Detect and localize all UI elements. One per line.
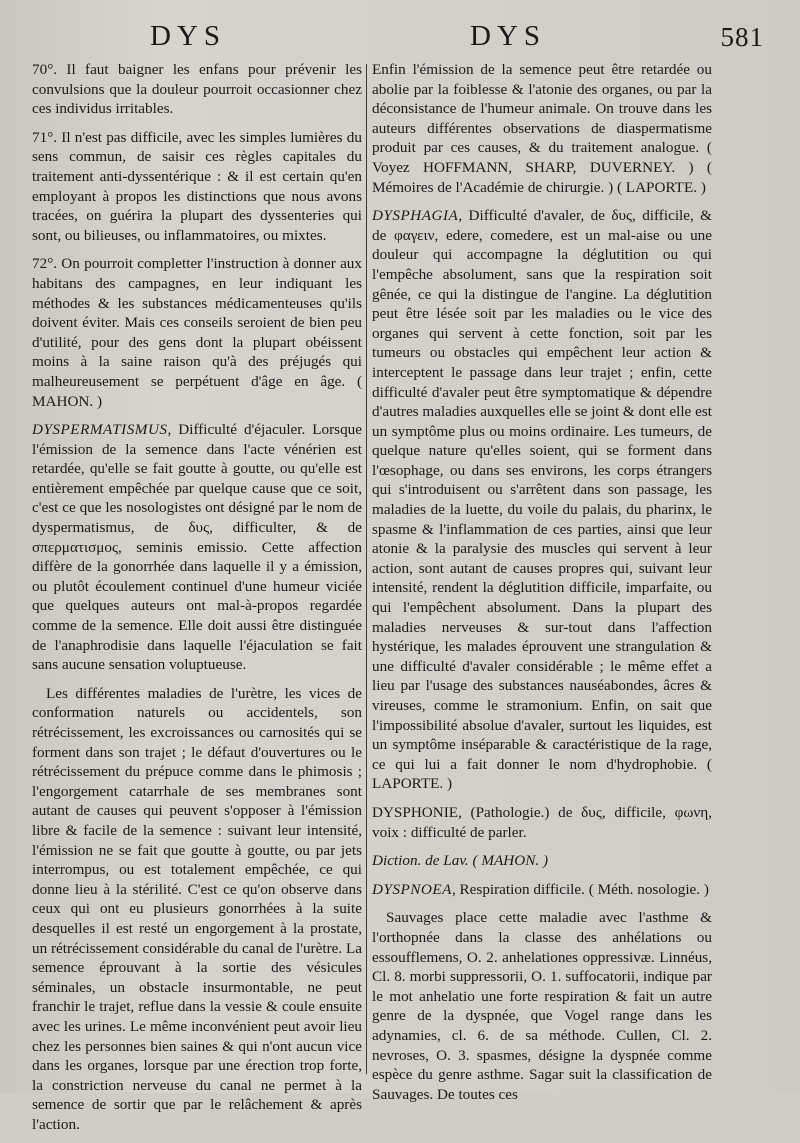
entry-text-dysphagia: , Difficulté d'avaler, de δυς, difficile, & de φαγειν, edere, comedere, est un mal-aise ou une douleur qui accompagne la déglutition ou qui l'empêche absolument, sans que la respiration soit gênée, ce qui la distingue de l'angine. La déglutition peut être lésée soit par les maladies ou le vice des organes qui servent à cette fonction, soit par les tumeurs ou obstacles qui empêchent leur action & interceptent le passage dans leur trajet ; enfin, cette difficulté d'avaler peut être symptomatique & dépendre d'autres maladies auxquelles elle se joint & dont elle est un symptôme plus ou moins ordinaire. Les tumeurs, de quelque nature qu'elles soient, qui se forment dans l'œsophage, ou dans ses environs, les corps étrangers qui s'introduisent ou s'arrêtent dans son passage, les maladies de la luette, du voile du palais, du pharinx, le spasme & l'inflammation de ces parties, ainsi que leur atonie & la paralysie des muscles qui servent à leur action, sont autant de causes propres qui, suivant leur intensité, rendent la déglutition difficile, imparfaite, ou qui l'empêchent absolument. Dans la plupart des maladies nerveuses & sur-tout dans l'affection hystérique, les malades éprouvent une strangulation & une difficulté d'avaler considérable ; le même effet a lieu par l'usage des substances nauséabondes, âcres & vireuses, comme le stramonium. Enfin, on sait que l'impossibilité absolue d'avaler, surtout les liquides, est un symptôme inséparable & caractéristique de la rage, ce qui lui a fait donner le nom d'hydrophobie. ( LAPORTE. ) bbox=[372, 207, 712, 793]
entry-text-dyspnoea: , Respiration difficile. ( Méth. nosologie. ) bbox=[451, 880, 709, 898]
paragraph-maladies-uretre: Les différentes maladies de l'urètre, les vices de conformation naturels ou accidentels, son rétrécissement, les excroissances ou carnosités qui se forment dans son trajet ; le défaut d'ouvertures ou le rétrécissement du prépuce comme dans le phimosis ; l'engorgement catarrhale de ses membranes sont autant de causes qui peuvent s'opposer à l'émission libre & facile de la semence : suivant leur intensité, l'émission ne se fait que goutte à goutte, ou par jets interrompus, ou est totalement empêchée, ce qui donne lieu à la stérilité. C'est ce qu'on observe dans ceux qui ont eu plusieurs gonorrhées à la suite desquelles il est resté un engorgement à la prostate, un rétrécissement considérable du canal de l'urètre. La semence éprouvant à la sortie des vésicules séminales, un obstacle insurmontable, ne peut franchir le trajet, reflue dans la vessie & coule ensuite avec les urines. Le même inconvénient peut avoir lieu chez les personnes bien saines & qui n'ont aucun vice dans les organes, lorsque par une érection trop forte, la constriction nerveuse du canal ne permet à la semence de sortir que par le relâchement & après l'action. bbox=[32, 684, 362, 1133]
entry-head-dyspermatismus: DYSPERMATISMUS bbox=[32, 421, 168, 439]
entry-dysphagia bbox=[372, 206, 712, 794]
entry-dyspnoea bbox=[372, 880, 712, 900]
running-head-center: DYS bbox=[470, 20, 547, 52]
paragraph-sauvages: Sauvages place cette maladie avec l'asthme & l'orthopnée dans la classe des anhélations ou essoufflemens, O. 2. anhelationes oppressivæ. Linnéus, Cl. 8. morbi suppressorii, O. 1. suffocatorii, indique par le mot anhelatio une forte respiration & fait un autre genre de la dyspnée, que Vogel range dans les adynamies, cl. 6. de sa méthode. Cullen, Cl. 2. nevroses, O. 3. spasmes, désigne la dyspnée comme espèce du genre asthme. Sagar suit la classification de Sauvages. De toutes ces bbox=[372, 909, 712, 1103]
paragraph-71: 71°. Il n'est pas difficile, avec les simples lumières du sens commun, de saisir ces règles capitales du traitement anti-dyssentérique : & il est certain qu'en employant à propos les distinctions que nous avons tracées, on guérira la plupart des dyssenteries qui sont, ou bilieuses, ou inflammatoires, ou mixtes. bbox=[32, 128, 362, 244]
entry-head-dyspnoea: DYSPNOEA bbox=[372, 880, 452, 898]
paragraph-70: 70°. Il faut baigner les enfans pour prévenir les convulsions que la douleur pourroit occasionner chez ces individus irritables. bbox=[32, 61, 362, 118]
left-column bbox=[32, 60, 362, 1143]
entry-dysphonie: DYSPHONIE, (Pathologie.) de δυς, difficile, φωνη, voix : difficulté de parler. bbox=[372, 803, 712, 841]
paragraph-72: 72°. On pourroit completter l'instruction à donner aux habitans des campagnes, en leur indiquant les méthodes & les substances médicamenteuses qu'ils doivent éviter. Mais ces conseils seroient de bien peu d'utilité, pour des gens dont la plupart obéissent moins à la saine raison qu'à des préjugés qui malheureusement se perpétuent d'âge en âge. ( MAHON. ) bbox=[32, 255, 362, 410]
right-column bbox=[372, 60, 712, 1113]
running-head-left: DYS bbox=[150, 20, 227, 52]
page-number: 581 bbox=[720, 22, 764, 52]
column-divider bbox=[366, 64, 367, 1074]
entry-text-dyspermatismus: , Difficulté d'éjaculer. Lorsque l'émission de la semence dans l'acte vénérien est retardée, qu'elle se fait goutte à goutte, ou qu'elle est entièrement empêchée par quelque cause que ce soit, c'est ce que les nosologistes ont désigné par le nom de dyspermatismus, de δυς, difficulter, & de σπερματισμος, seminis emissio. Cette affection diffère de la gonorrhée dans laquelle il y a émission, ou plutôt écoulement continuel d'une humeur viciée que quelques auteurs ont mal-à-propos regardée comme de la semence. Elle doit aussi être distinguée de l'anaphrodisie dans laquelle l'éjaculation se fait sans aucune sensation voluptueuse. bbox=[32, 421, 362, 674]
paragraph-continuation: Enfin l'émission de la semence peut être retardée ou abolie par la foiblesse & l'atonie des organes, ou par la déconsistance de l'humeur animale. On trouve dans les auteurs différentes observations de diaspermatisme produit par ces causes, & du traitement analogue. ( Voyez HOFFMANN, SHARP, DUVERNEY. ) ( Mémoires de l'Académie de chirurgie. ) ( LAPORTE. ) bbox=[372, 61, 712, 196]
entry-dysphonie-ref: Diction. de Lav. ( MAHON. ) bbox=[372, 852, 549, 870]
entry-head-dysphagia: DYSPHAGIA bbox=[372, 207, 459, 225]
entry-dyspermatismus bbox=[32, 420, 362, 675]
